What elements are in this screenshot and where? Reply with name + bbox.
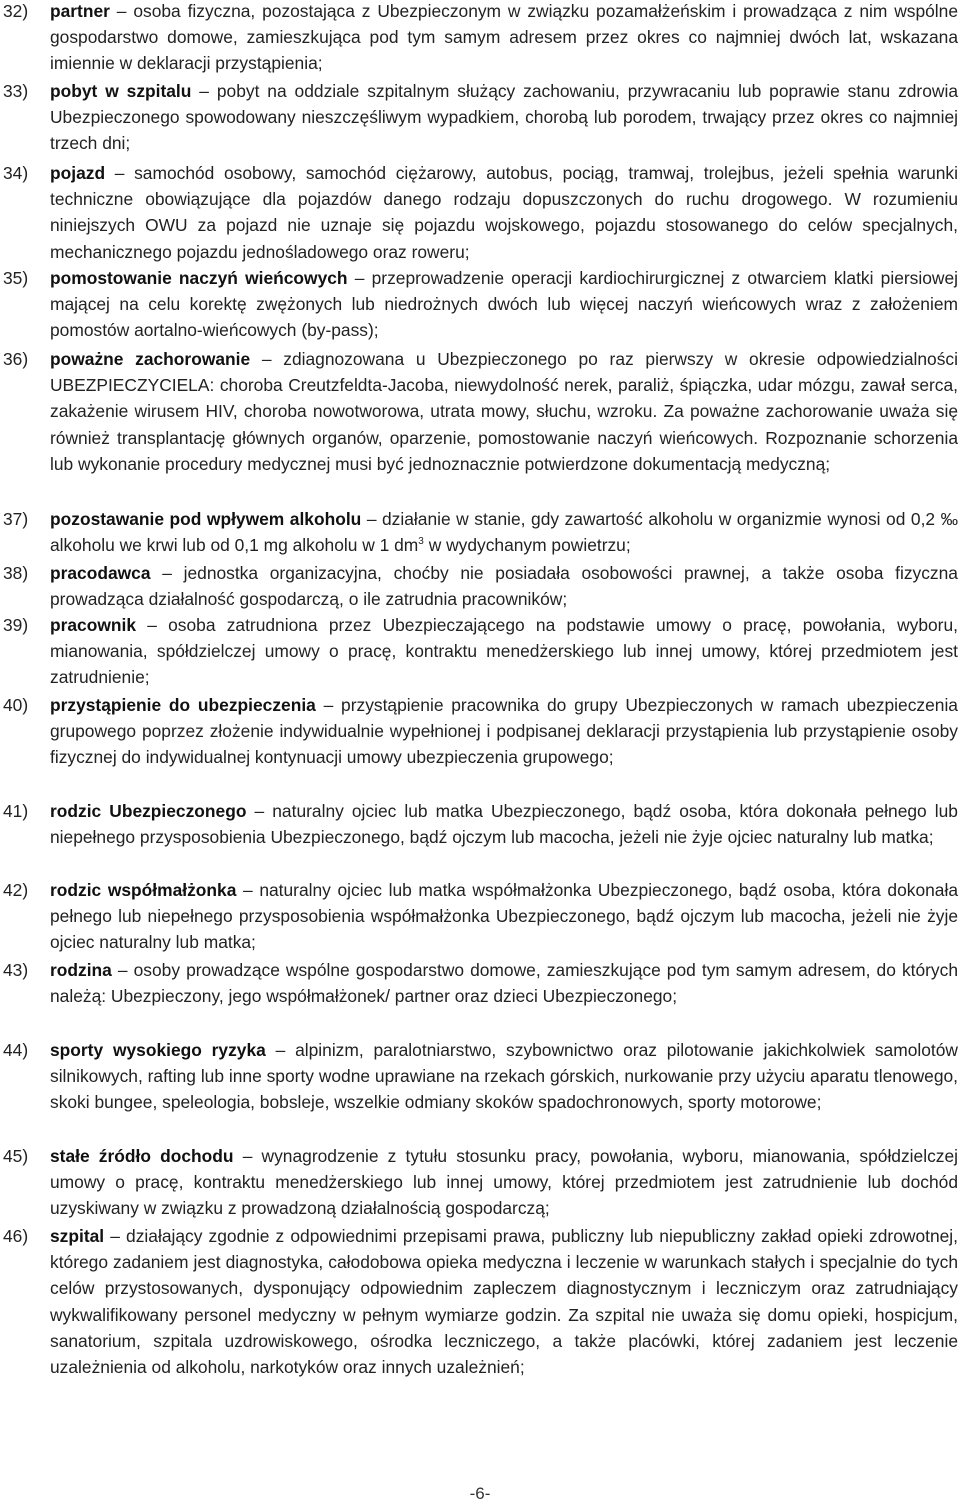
definition-term: rodzina bbox=[50, 960, 112, 980]
dash: – bbox=[323, 695, 334, 715]
definition-35 bbox=[0, 265, 960, 344]
dash: – bbox=[275, 1040, 286, 1060]
dash: – bbox=[254, 801, 265, 821]
dash: – bbox=[110, 1226, 120, 1246]
definition-term: szpital bbox=[50, 1226, 105, 1246]
definition-36 bbox=[0, 346, 960, 477]
definition-text: pobyt na oddziale szpitalnym służący zachowaniu, przywracaniu lub poprawie stanu zdrowia Ubezpieczonego spowodowany nieszczęśliwym wypadkiem, chorobą lub porodem, trwający przez okres co najmniej trzech dni; bbox=[50, 81, 958, 154]
definition-number: 44) bbox=[3, 1040, 29, 1060]
definition-text: zdiagnozowana u Ubezpieczonego po raz pierwszy w okresie odpowiedzialności UBEZPIECZYCIELA: choroba Creutzfeldta-Jacoba, niewydolność nerek, paraliż, śpiączka, udar mózgu, zawał serca, zakażenie wirusem HIV, choroba nowotworowa, utrata mowy, słuchu, wzroku. Za poważne zachorowanie uważa się również transplantację głównych organów, oparzenie, pomostowanie naczyń wieńcowych. Rozpoznanie schorzenia lub wykonanie procedury medycznej musi być jednoznacznie potwierdzone dokumentacją medyczną; bbox=[50, 349, 958, 474]
definition-text: osoba fizyczna, pozostająca z Ubezpieczonym w związku pozamałżeńskim i prowadząca z nim wspólne gospodarstwo domowe, zamieszkująca pod tym samym adresem przez okres co najmniej dwóch lat, wskazana imiennie w deklaracji przystąpienia; bbox=[50, 1, 959, 74]
definition-term: pracodawca bbox=[50, 563, 151, 583]
definition-33 bbox=[0, 78, 960, 157]
definition-43 bbox=[0, 957, 960, 1009]
definition-38 bbox=[0, 560, 960, 612]
definition-text: alpinizm, paralotniarstwo, szybownictwo oraz pilotowanie jakichkolwiek samolotów silnikowych, rafting lub inne sporty wodne uprawiane na rzekach górskich, nurkowanie przy użyciu aparatu tlenowego, skoki bungee, speleologia, bobsleje, wszelkie odmiany skoków spadochronowych, sporty motorowe; bbox=[50, 1040, 958, 1113]
definition-term: sporty wysokiego ryzyka bbox=[50, 1040, 266, 1060]
definition-text: wynagrodzenie z tytułu stosunku pracy, powołania, wyboru, mianowania, spółdzielczej umowy o pracę, kontraktu menedżerskiego lub innej umowy, której przedmiotem jest zatrudnienie lub dochód uzyskiwany w związku z prowadzoną działalnością gospodarczą; bbox=[50, 1146, 958, 1219]
definition-number: 37) bbox=[3, 509, 29, 529]
definition-number: 36) bbox=[3, 349, 29, 369]
definition-term: pobyt w szpitalu bbox=[50, 81, 192, 101]
superscript: 3 bbox=[418, 536, 424, 548]
page-number: -6- bbox=[469, 1484, 491, 1503]
definition-text: działanie w stanie, gdy zawartość alkoholu w organizmie wynosi od 0,2 ‰ alkoholu we krwi lub od 0,1 mg alkoholu w 1 dm bbox=[50, 509, 958, 556]
definition-text: samochód osobowy, samochód ciężarowy, autobus, pociąg, tramwaj, trolejbus, jeżeli spełnia warunki techniczne obowiązujące dla pojazdów danego rodzaju dopuszczonych do ruchu drogowego. W rozumieniu niniejszych OWU za pojazd nie uznaje się pojazdu wojskowego, pojazdu stosowanego do celów specjalnych, mechanicznego pojazdu jednośladowego oraz roweru; bbox=[50, 163, 958, 262]
dash: – bbox=[116, 1, 127, 21]
definition-46 bbox=[0, 1223, 960, 1380]
definition-number: 32) bbox=[3, 1, 29, 21]
definition-number: 38) bbox=[3, 563, 29, 583]
definition-term: pomostowanie naczyń wieńcowych bbox=[50, 268, 348, 288]
dash: – bbox=[114, 163, 125, 183]
definition-number: 35) bbox=[3, 268, 29, 288]
definition-text: przeprowadzenie operacji kardiochirurgicznej z otwarciem klatki piersiowej mającej na celu korektę zwężonych lub niedrożnych dwóch lub więcej naczyń wieńcowych wraz z założeniem pomostów aortalno-wieńcowych (by-pass); bbox=[50, 268, 958, 341]
definition-number: 42) bbox=[3, 880, 29, 900]
definition-39 bbox=[0, 612, 960, 691]
definition-number: 43) bbox=[3, 960, 29, 980]
definition-34 bbox=[0, 160, 960, 265]
definition-number: 33) bbox=[3, 81, 29, 101]
definition-term: pojazd bbox=[50, 163, 106, 183]
definition-term: rodzic Ubezpieczonego bbox=[50, 801, 247, 821]
definition-term: stałe źródło dochodu bbox=[50, 1146, 234, 1166]
dash: – bbox=[162, 563, 172, 583]
definition-text: naturalny ojciec lub matka współmałżonka Ubezpieczonego, bądź osoba, która dokonała pełnego lub niepełnego przysposobienia współmałżonka Ubezpieczonego, bądź ojczym lub macocha, jeżeli nie żyje ojciec naturalny lub matka; bbox=[50, 880, 958, 953]
definition-term: partner bbox=[50, 1, 110, 21]
dash: – bbox=[243, 880, 253, 900]
definition-42 bbox=[0, 877, 960, 956]
definition-number: 46) bbox=[3, 1226, 29, 1246]
definition-text-end: w wydychanym powietrzu; bbox=[423, 535, 631, 556]
definition-number: 34) bbox=[3, 163, 29, 183]
definition-text: naturalny ojciec lub matka Ubezpieczonego, bądź osoba, która dokonała pełnego lub niepełnego przysposobienia Ubezpieczonego, bądź ojczym lub macocha, jeżeli nie żyje ojciec naturalny lub matka; bbox=[50, 801, 958, 848]
definition-text: osoba zatrudniona przez Ubezpieczającego na podstawie umowy o pracę, powołania, wyboru, mianowania, spółdzielczej umowy o pracę, kontraktu menedżerskiego lub innej umowy, której przedmiotem jest zatrudnienie; bbox=[50, 615, 958, 688]
dash: – bbox=[354, 268, 365, 288]
definition-32 bbox=[0, 0, 960, 77]
definition-40 bbox=[0, 692, 960, 771]
definition-number: 41) bbox=[3, 801, 29, 821]
definition-45 bbox=[0, 1143, 960, 1222]
definition-term: poważne zachorowanie bbox=[50, 349, 251, 369]
dash: – bbox=[199, 81, 209, 101]
definition-37 bbox=[0, 506, 960, 558]
definition-44 bbox=[0, 1037, 960, 1116]
definition-number: 40) bbox=[3, 695, 29, 715]
definition-number: 45) bbox=[3, 1146, 29, 1166]
definition-text: osoby prowadzące wspólne gospodarstwo domowe, zamieszkujące pod tym samym adresem, do których należą: Ubezpieczony, jego współmałżonek/ partner oraz dzieci Ubezpieczonego; bbox=[50, 960, 958, 1007]
definition-41 bbox=[0, 798, 960, 850]
dash: – bbox=[261, 349, 272, 369]
definition-number: 39) bbox=[3, 615, 29, 635]
definition-text: przystąpienie pracownika do grupy Ubezpieczonych w ramach ubezpieczenia grupowego poprzez złożenie indywidualnie wypełnionej i podpisanej deklaracji przystąpienia lub przystąpienie osoby fizycznej do indywidualnej kontynuacji umowy ubezpieczenia grupowego; bbox=[50, 695, 958, 768]
definition-term: przystąpienie do ubezpieczenia bbox=[50, 695, 316, 715]
definition-text: działający zgodnie z odpowiednimi przepisami prawa, publiczny lub niepubliczny zakład opieki zdrowotnej, którego zadaniem jest diagnostyka, całodobowa opieka medyczna i leczenie w warunkach stałych i specjalnie do tych celów przystosowanych, dysponujący odpowiednim zapleczem diagnostycznym i leczniczym oraz zatrudniający wykwalifikowany personel medyczny w pełnym wymiarze godzin. Za szpital nie uważa się domu opieki, hospicjum, sanatorium, szpitala uzdrowiskowego, ośrodka leczniczego, a także placówki, której zadaniem jest leczenie uzależnienia od alkoholu, narkotyków oraz innych uzależnień; bbox=[50, 1226, 958, 1378]
definition-text: jednostka organizacyjna, choćby nie posiadała osobowości prawnej, a także osoba fizyczna prowadząca działalność gospodarczą, o ile zatrudnia pracowników; bbox=[50, 563, 958, 610]
definition-term: rodzic współmałżonka bbox=[50, 880, 237, 900]
dash: – bbox=[242, 1146, 253, 1166]
dash: – bbox=[117, 960, 128, 980]
definition-term: pozostawanie pod wpływem alkoholu bbox=[50, 509, 362, 529]
definition-term: pracownik bbox=[50, 615, 137, 635]
dash: – bbox=[366, 509, 377, 529]
dash: – bbox=[147, 615, 157, 635]
